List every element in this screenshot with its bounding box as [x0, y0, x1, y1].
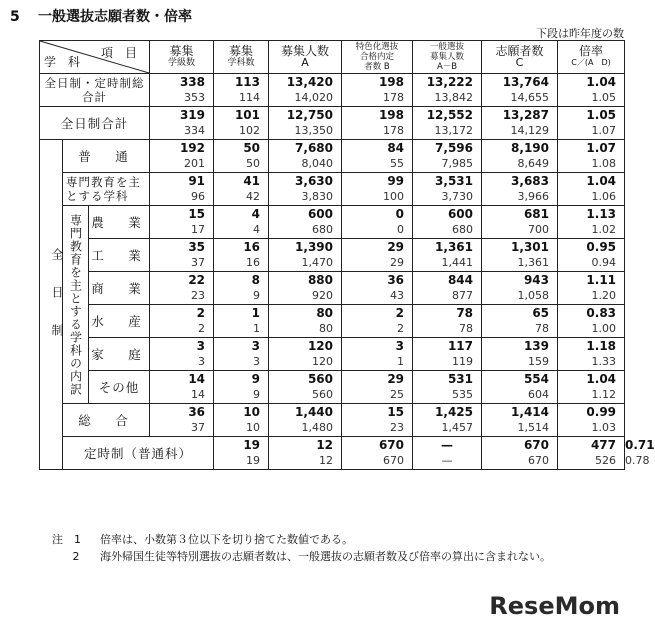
cell-katei-special [342, 338, 413, 371]
current-value: 19 [243, 438, 261, 452]
current-value: 0.99 [586, 405, 617, 419]
prior-year-value: 14,020 [294, 91, 334, 104]
cell-sonota-general-capacity [413, 371, 482, 404]
current-value: 1.11 [586, 273, 617, 287]
cell-suisan-special [342, 305, 413, 338]
current-value: 41 [243, 174, 261, 188]
current-value: 13,222 [426, 75, 474, 89]
cell-sonota-capacity [269, 371, 342, 404]
prior-year-value: 55 [390, 157, 405, 170]
current-value: 12,552 [426, 108, 474, 122]
current-value: 50 [243, 141, 261, 155]
row-label-all: 全日制・定時制総合計 [40, 74, 150, 107]
row-label-suisan: 水 産 [89, 305, 150, 338]
cell-senmon-ratio [558, 173, 625, 206]
cell-sogo-depts [214, 404, 269, 437]
current-value: 554 [523, 372, 550, 386]
prior-year-value: — [441, 454, 453, 467]
cell-sogo-applicants [482, 404, 558, 437]
header-ratio: 倍率 C／(A D) [558, 41, 625, 74]
current-value: 117 [447, 339, 474, 353]
prior-year-value: 2 [397, 322, 405, 335]
prior-year-value: 3,966 [517, 190, 550, 203]
cell-all-special [342, 74, 413, 107]
current-value: 91 [188, 174, 206, 188]
current-value: 319 [179, 108, 206, 122]
header-item-label: 項 目 [101, 46, 138, 60]
cell-nogyo-capacity [269, 206, 342, 239]
row-label-allday: 全日制合計 [40, 107, 150, 140]
prior-year-value: 3,730 [441, 190, 474, 203]
prior-year-value: 178 [383, 91, 405, 104]
prior-year-value: 14,129 [510, 124, 550, 137]
current-value: 1,301 [511, 240, 550, 254]
current-value: 13,287 [502, 108, 550, 122]
header-row [40, 41, 625, 74]
current-value: 15 [387, 405, 405, 419]
row-label-kogyo: 工 業 [89, 239, 150, 272]
cell-teiji-special [413, 437, 482, 470]
prior-year-value: 23 [390, 421, 405, 434]
prior-year-value: 680 [452, 223, 474, 236]
current-value: 9 [251, 372, 261, 386]
cell-allday-depts [214, 107, 269, 140]
cell-sonota-special [342, 371, 413, 404]
cell-katei-classes [150, 338, 214, 371]
current-value: 8,190 [511, 141, 550, 155]
prior-year-value: 100 [383, 190, 405, 203]
current-value: 3,630 [295, 174, 334, 188]
current-value: 880 [307, 273, 334, 287]
cell-kogyo-ratio [558, 239, 625, 272]
cell-teiji-classes [214, 437, 269, 470]
prior-year-value: 42 [246, 190, 261, 203]
row-label-senmon: 専門教育を主とする学科 [63, 173, 150, 206]
cell-all-ratio [558, 74, 625, 107]
cell-senmon-classes [150, 173, 214, 206]
cell-allday-capacity [269, 107, 342, 140]
current-value: 2 [196, 306, 206, 320]
current-value: 1,425 [435, 405, 474, 419]
cell-shogyo-special [342, 272, 413, 305]
prior-year-value: 560 [312, 388, 334, 401]
current-value: 16 [243, 240, 261, 254]
current-value: 1.04 [586, 75, 617, 89]
cell-katei-capacity [269, 338, 342, 371]
prior-year-value: 13,172 [434, 124, 474, 137]
cell-shogyo-classes [150, 272, 214, 305]
prior-year-value: 13,350 [294, 124, 334, 137]
current-value: 198 [378, 108, 405, 122]
prior-year-value: 1.07 [591, 124, 617, 137]
cell-suisan-classes [150, 305, 214, 338]
current-value: 1 [251, 306, 261, 320]
resemom-logo: ReseMom [489, 592, 620, 620]
row-sonota [40, 371, 625, 404]
prior-year-value: 526 [595, 454, 617, 467]
section-title [10, 6, 192, 26]
cell-sonota-depts [214, 371, 269, 404]
prior-year-value: 877 [452, 289, 474, 302]
current-value: 670 [378, 438, 405, 452]
current-value: 198 [378, 75, 405, 89]
prior-year-value: 80 [319, 322, 334, 335]
current-value: 3 [251, 339, 261, 353]
current-value: 192 [179, 141, 206, 155]
prior-year-value: 159 [528, 355, 550, 368]
prior-year-value: 0.94 [591, 256, 617, 269]
prior-year-value: 1.12 [591, 388, 617, 401]
cell-katei-ratio [558, 338, 625, 371]
prior-year-value: 9 [253, 388, 261, 401]
header-corner [40, 41, 150, 74]
cell-shogyo-depts [214, 272, 269, 305]
prior-year-value: 78 [535, 322, 550, 335]
current-value: 7,680 [295, 141, 334, 155]
prior-year-value: 1.20 [591, 289, 617, 302]
prior-year-value: 12 [319, 454, 334, 467]
applicants-table [39, 40, 655, 470]
current-value: 4 [251, 207, 261, 221]
prior-year-value: 14 [191, 388, 206, 401]
prior-year-note: 下段は昨年度の数 [536, 27, 624, 40]
row-label-futsu: 普 通 [63, 140, 150, 173]
cell-kogyo-classes [150, 239, 214, 272]
prior-year-value: 16 [246, 256, 261, 269]
senmon-breakdown-label: 専門教育を主とする学科の内訳 [63, 206, 89, 404]
current-value: 3,683 [511, 174, 550, 188]
prior-year-value: 14,655 [510, 91, 550, 104]
current-value: 8 [251, 273, 261, 287]
current-value: 1,390 [295, 240, 334, 254]
row-label-nogyo: 農 業 [89, 206, 150, 239]
prior-year-value: 7,985 [441, 157, 474, 170]
current-value: 113 [234, 75, 261, 89]
cell-kogyo-applicants [482, 239, 558, 272]
prior-year-value: 25 [390, 388, 405, 401]
cell-sonota-ratio [558, 371, 625, 404]
current-value: 84 [387, 141, 405, 155]
current-value: 99 [387, 174, 405, 188]
cell-allday-general-capacity [413, 107, 482, 140]
cell-allday-applicants [482, 107, 558, 140]
prior-year-value: 0 [397, 223, 405, 236]
prior-year-value: 1,441 [441, 256, 474, 269]
row-label-katei: 家 庭 [89, 338, 150, 371]
cell-futsu-capacity [269, 140, 342, 173]
prior-year-value: 680 [312, 223, 334, 236]
prior-year-value: 670 [528, 454, 550, 467]
cell-kogyo-special [342, 239, 413, 272]
prior-year-value: 1,361 [517, 256, 550, 269]
cell-senmon-general-capacity [413, 173, 482, 206]
cell-senmon-depts [214, 173, 269, 206]
prior-year-value: 1,470 [301, 256, 334, 269]
cell-all-depts [214, 74, 269, 107]
current-value: 101 [234, 108, 261, 122]
cell-all-capacity [269, 74, 342, 107]
cell-katei-depts [214, 338, 269, 371]
cell-shogyo-capacity [269, 272, 342, 305]
prior-year-value: 1.05 [591, 91, 617, 104]
current-value: 10 [243, 405, 261, 419]
prior-year-value: 2 [198, 322, 206, 335]
current-value: 943 [523, 273, 550, 287]
current-value: 65 [532, 306, 550, 320]
row-futsu [40, 140, 625, 173]
current-value: 3,531 [435, 174, 474, 188]
prior-year-value: 0.78 [625, 454, 650, 467]
current-value: 0.95 [586, 240, 617, 254]
cell-nogyo-general-capacity [413, 206, 482, 239]
current-value: 36 [387, 273, 405, 287]
current-value: 670 [523, 438, 550, 452]
cell-kogyo-depts [214, 239, 269, 272]
current-value: 3 [395, 339, 405, 353]
current-value: 600 [447, 207, 474, 221]
prior-year-value: 17 [191, 223, 206, 236]
current-value: 22 [188, 273, 206, 287]
cell-allday-classes [150, 107, 214, 140]
cell-suisan-depts [214, 305, 269, 338]
current-value: 12 [316, 438, 334, 452]
cell-futsu-general-capacity [413, 140, 482, 173]
prior-year-value: 1.08 [591, 157, 617, 170]
cell-sogo-capacity [269, 404, 342, 437]
header-special: 特色化選抜 合格内定 者数 B [342, 41, 413, 74]
current-value: 1.04 [586, 372, 617, 386]
current-value: 0 [395, 207, 405, 221]
row-kogyo [40, 239, 625, 272]
prior-year-value: 201 [184, 157, 206, 170]
cell-teiji-applicants [558, 437, 625, 470]
cell-nogyo-classes [150, 206, 214, 239]
prior-year-value: 1.03 [591, 421, 617, 434]
cell-suisan-ratio [558, 305, 625, 338]
cell-all-classes [150, 74, 214, 107]
footnote-1: 注 1 倍率は、小数第３位以下を切り捨てた数値である。 [52, 533, 353, 546]
footnotes [52, 531, 551, 565]
current-value: 560 [307, 372, 334, 386]
prior-year-value: 120 [312, 355, 334, 368]
current-value: 600 [307, 207, 334, 221]
row-allday [40, 107, 625, 140]
prior-year-value: 78 [459, 322, 474, 335]
prior-year-value: 1,514 [517, 421, 550, 434]
current-value: 7,596 [435, 141, 474, 155]
cell-shogyo-general-capacity [413, 272, 482, 305]
cell-senmon-special [342, 173, 413, 206]
prior-year-value: 37 [191, 256, 206, 269]
prior-year-value: 3,830 [301, 190, 334, 203]
current-value: 13,420 [286, 75, 334, 89]
cell-sonota-classes [150, 371, 214, 404]
prior-year-value: 96 [191, 190, 206, 203]
current-value: 0.83 [586, 306, 617, 320]
cell-senmon-capacity [269, 173, 342, 206]
prior-year-value: 29 [390, 256, 405, 269]
prior-year-value: 10 [246, 421, 261, 434]
cell-nogyo-depts [214, 206, 269, 239]
current-value: 338 [179, 75, 206, 89]
cell-sogo-ratio [558, 404, 625, 437]
prior-year-value: 1 [253, 322, 261, 335]
current-value: 78 [456, 306, 474, 320]
current-value: 1,440 [295, 405, 334, 419]
prior-year-value: 670 [383, 454, 405, 467]
prior-year-value: 43 [390, 289, 405, 302]
footnote-2: 2 海外帰国生徒等特別選抜の志願者数は、一般選抜の志願者数及び倍率の算出に含まれない。 [72, 550, 551, 563]
prior-year-value: 353 [184, 91, 206, 104]
prior-year-value: 8,649 [517, 157, 550, 170]
header-applicants: 志願者数 C [482, 41, 558, 74]
row-sogo [40, 404, 625, 437]
prior-year-value: 19 [246, 454, 261, 467]
header-dept-label: 学 科 [44, 55, 81, 69]
prior-year-value: 4 [253, 223, 261, 236]
current-value: 477 [590, 438, 617, 452]
current-value: 139 [523, 339, 550, 353]
prior-year-value: 50 [246, 157, 261, 170]
current-value: 844 [447, 273, 474, 287]
current-value: 531 [447, 372, 474, 386]
cell-allday-ratio [558, 107, 625, 140]
cell-shogyo-applicants [482, 272, 558, 305]
cell-senmon-applicants [482, 173, 558, 206]
cell-sogo-classes [150, 404, 214, 437]
cell-katei-applicants [482, 338, 558, 371]
prior-year-value: 3 [253, 355, 261, 368]
prior-year-value: 1,480 [301, 421, 334, 434]
header-classes: 募集 学級数 [150, 41, 214, 74]
prior-year-value: 1 [397, 355, 405, 368]
current-value: 80 [316, 306, 334, 320]
cell-teiji-general-capacity [482, 437, 558, 470]
prior-year-value: 1.06 [591, 190, 617, 203]
prior-year-value: 114 [239, 91, 261, 104]
cell-sogo-general-capacity [413, 404, 482, 437]
cell-nogyo-special [342, 206, 413, 239]
prior-year-value: 9 [253, 289, 261, 302]
prior-year-value: 920 [312, 289, 334, 302]
cell-allday-special [342, 107, 413, 140]
current-value: 681 [523, 207, 550, 221]
prior-year-value: 8,040 [301, 157, 334, 170]
current-value: 14 [188, 372, 206, 386]
cell-kogyo-general-capacity [413, 239, 482, 272]
prior-year-value: 1.33 [591, 355, 617, 368]
row-label-teiji: 定時制（普通科） [63, 437, 214, 470]
current-value: 1.05 [586, 108, 617, 122]
prior-year-value: 13,842 [434, 91, 474, 104]
current-value: 2 [395, 306, 405, 320]
zennichisei-label: 全日制 [40, 140, 63, 470]
prior-year-value: 178 [383, 124, 405, 137]
prior-year-value: 102 [239, 124, 261, 137]
cell-futsu-applicants [482, 140, 558, 173]
row-label-shogyo: 商 業 [89, 272, 150, 305]
current-value: 1.07 [586, 141, 617, 155]
current-value: 12,750 [286, 108, 334, 122]
cell-suisan-capacity [269, 305, 342, 338]
header-capacity: 募集人数 A [269, 41, 342, 74]
current-value: 1.18 [586, 339, 617, 353]
header-depts: 募集 学科数 [214, 41, 269, 74]
prior-year-value: 119 [452, 355, 474, 368]
cell-kogyo-capacity [269, 239, 342, 272]
cell-katei-general-capacity [413, 338, 482, 371]
current-value: 1.13 [586, 207, 617, 221]
current-value: 29 [387, 240, 405, 254]
section-number: 5 [10, 9, 20, 25]
row-label-sogo: 総 合 [63, 404, 150, 437]
current-value: 35 [188, 240, 206, 254]
section-title-text: 一般選抜志願者数・倍率 [38, 9, 192, 25]
prior-year-value: 1.00 [591, 322, 617, 335]
row-nogyo [40, 206, 625, 239]
cell-futsu-classes [150, 140, 214, 173]
cell-suisan-general-capacity [413, 305, 482, 338]
header-general-capacity: 一般選抜 募集人数 A－B [413, 41, 482, 74]
prior-year-value: 700 [528, 223, 550, 236]
current-value: 0.71 [625, 438, 655, 452]
current-value: 13,764 [502, 75, 550, 89]
prior-year-value: 334 [184, 124, 206, 137]
current-value: 120 [307, 339, 334, 353]
current-value: 15 [188, 207, 206, 221]
cell-teiji-capacity [342, 437, 413, 470]
current-value: 3 [196, 339, 206, 353]
prior-year-value: 1,457 [441, 421, 474, 434]
cell-nogyo-ratio [558, 206, 625, 239]
cell-all-general-capacity [413, 74, 482, 107]
cell-sonota-applicants [482, 371, 558, 404]
cell-suisan-applicants [482, 305, 558, 338]
cell-all-applicants [482, 74, 558, 107]
cell-sogo-special [342, 404, 413, 437]
row-teiji [40, 437, 625, 470]
current-value: 1,361 [435, 240, 474, 254]
row-katei [40, 338, 625, 371]
cell-shogyo-ratio [558, 272, 625, 305]
current-value: 29 [387, 372, 405, 386]
row-all [40, 74, 625, 107]
prior-year-value: 37 [191, 421, 206, 434]
row-label-sonota: その他 [89, 371, 150, 404]
prior-year-value: 1.02 [591, 223, 617, 236]
current-value: 1.04 [586, 174, 617, 188]
cell-nogyo-applicants [482, 206, 558, 239]
current-value: 36 [188, 405, 206, 419]
row-senmon [40, 173, 625, 206]
current-value: — [441, 438, 454, 452]
prior-year-value: 535 [452, 388, 474, 401]
prior-year-value: 604 [528, 388, 550, 401]
prior-year-value: 1,058 [517, 289, 550, 302]
row-shogyo [40, 272, 625, 305]
cell-futsu-ratio [558, 140, 625, 173]
row-suisan [40, 305, 625, 338]
prior-year-value: 3 [198, 355, 206, 368]
prior-year-value: 23 [191, 289, 206, 302]
cell-teiji-depts [269, 437, 342, 470]
cell-futsu-special [342, 140, 413, 173]
cell-futsu-depts [214, 140, 269, 173]
current-value: 1,414 [511, 405, 550, 419]
